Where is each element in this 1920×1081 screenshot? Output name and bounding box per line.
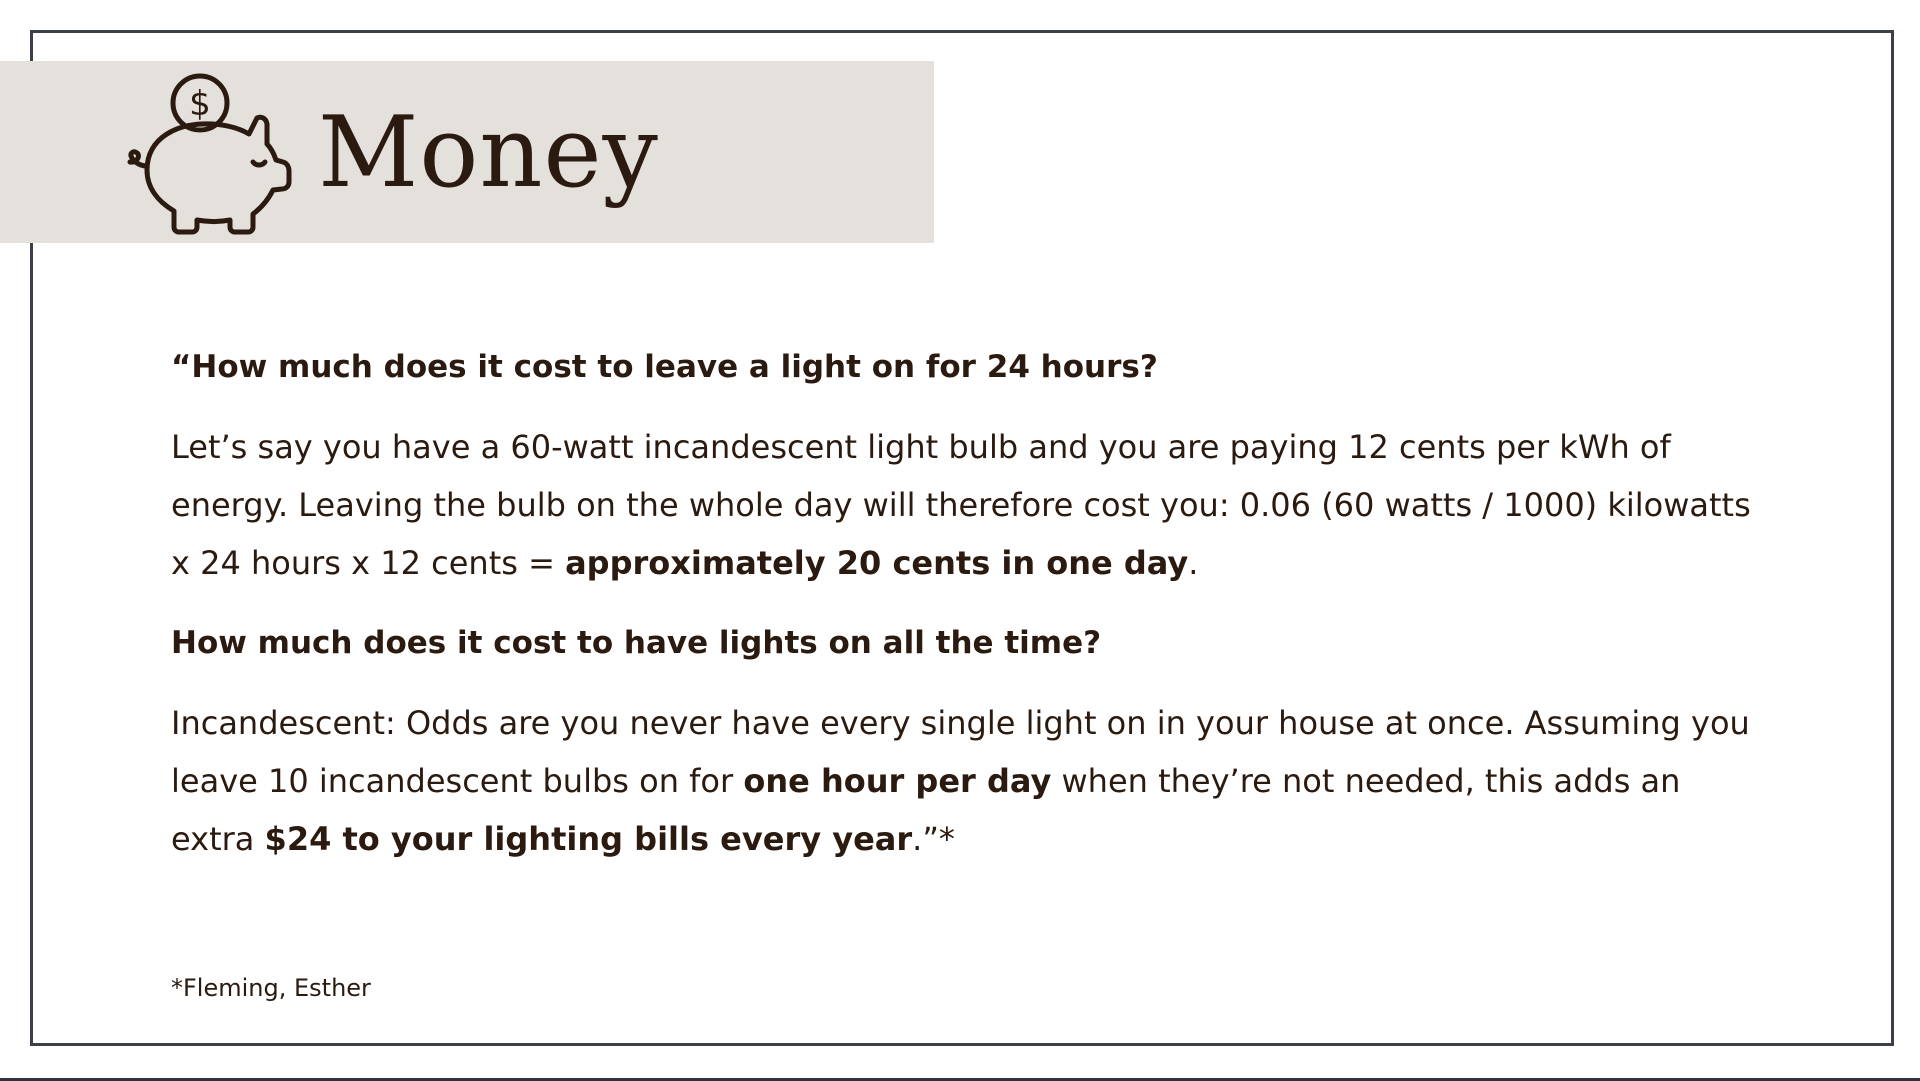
paragraph-2-emphasis-2: $24 to your lighting bills every year <box>264 820 913 858</box>
slide-title: Money <box>318 96 659 210</box>
paragraph-1-end: . <box>1188 544 1199 582</box>
paragraph-1-text: Let’s say you have a 60-watt incandescent light bulb and you are paying 12 cents per kWh of energy. Leaving the bulb on the whole day will therefore cost you: 0.06 (60 watts / 1000) kilowatts x 24 hours x 12 cents = <box>171 428 1751 582</box>
paragraph-2-text: Incandescent: Odds are you never have every single light on in your house at once. Assuming you leave 10 incandescent bulbs on for <box>171 704 1750 800</box>
paragraph-2-end: .”* <box>912 820 955 858</box>
paragraph-2 <box>171 694 1771 868</box>
footnote: *Fleming, Esther <box>171 974 371 1002</box>
paragraph-1-emphasis: approximately 20 cents in one day <box>565 544 1189 582</box>
paragraph-1 <box>171 418 1771 592</box>
paragraph-2-middle: when they’re not needed, this adds an extra <box>171 762 1681 858</box>
question-1: “How much does it cost to leave a light on for 24 hours? <box>171 349 1158 385</box>
svg-text:$: $ <box>189 84 211 124</box>
slide-body <box>171 338 1771 868</box>
paragraph-2-emphasis-1: one hour per day <box>743 762 1052 800</box>
question-2: How much does it cost to have lights on all the time? <box>171 625 1102 661</box>
piggy-bank-coin-icon <box>125 70 295 235</box>
